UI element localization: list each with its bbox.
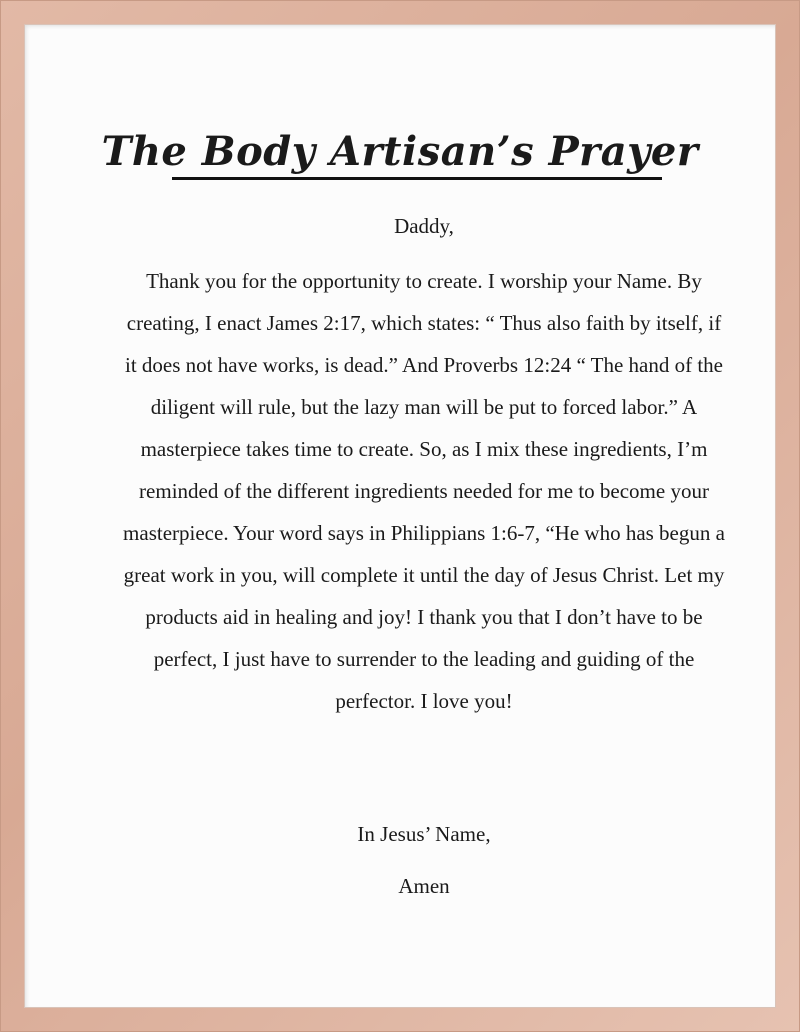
prayer-body: Thank you for the opportunity to create. I worship your Name. By creating, I enact James 2:17, which states: “ Thus also faith by itself, if it does not have works, is dead.” And Proverbs 12:24 “ The hand of the diligent will rule, but the lazy man will be put to forced labor.” A masterpiece takes time to create. So, as I mix these ingredients, I’m reminded of the different ingredients needed for me to become your masterpiece. Your word says in Philippians 1:6-7, “He who has begun a great work in you, will complete it until the day of Jesus Christ. Let my products aid in healing and joy! I thank you that I don’t have to be perfect, I just have to surrender to the leading and guiding of the perfector. I love you!: [123, 269, 725, 713]
document-title: The Body Artisan’s Prayer: [101, 128, 699, 175]
amen-line: Amen: [398, 874, 450, 898]
closing-line: In Jesus’ Name,: [357, 822, 491, 846]
salutation: Daddy,: [394, 214, 454, 238]
paper-sheet: [24, 24, 776, 1008]
title-underline: [172, 177, 662, 180]
